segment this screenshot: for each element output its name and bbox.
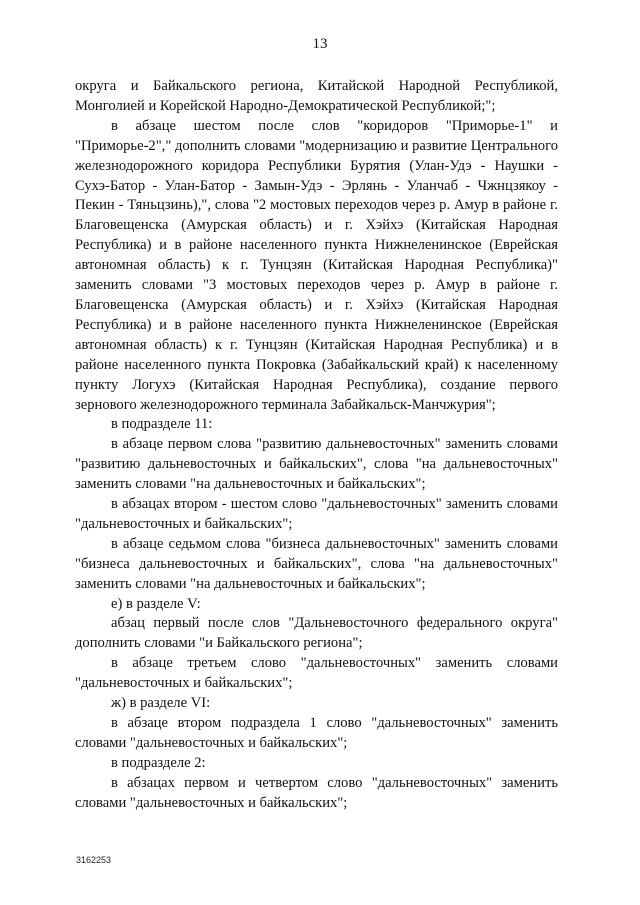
paragraph-1: в абзаце шестом после слов "коридоров "Приморье-1" и "Приморье-2"," дополнить словами "модернизацию и развитие Центрального железнодорожного коридора Республики Бурятия (Улан-Удэ - Наушки - Сухэ-Батор - Улан-Батор - Замын-Удэ - Эрлянь - Уланчаб - Чжнцзякоу - Пекин - Тяньцзинь),", слова "2 мостовых переходов через р. Амур в районе г. Благовещенска (Амурская область) и г. Хэйхэ (Китайская Народная Республика) и в районе населенного пункта Нижнеленинское (Еврейская автономная область) к г. Тунцзян (Китайская Народная Республика)" заменить словами "3 мостовых переходов через р. Амур в районе г. Благовещенска (Амурская область) и г. Хэйхэ (Китайская Народная Республика) и в районе населенного пункта Нижнеленинское (Еврейская автономная область) к г. Тунцзян (Китайская Народная Республика) и в районе населенного пункта Покровка (Забайкальский край) к населенному пункту Логухэ (Китайская Народная Республика), создание первого зернового железнодорожного терминала Забайкальск-Манчжурия";	[75, 117, 558, 413]
paragraph-11: в подразделе 2:	[111, 754, 206, 771]
page-number: 13	[312, 36, 328, 52]
paragraph-4: в абзацах втором - шестом слово "дальневосточных" заменить словами "дальневосточных и байкальских";	[75, 496, 558, 532]
paragraph-6: е) в разделе V:	[111, 595, 201, 612]
paragraph-8: в абзаце третьем слово "дальневосточных" заменить словами "дальневосточных и байкальских";	[75, 655, 558, 692]
paragraph-7: абзац первый после слов "Дальневосточного федерального округа" дополнить словами "и Байкальского региона";	[75, 615, 558, 652]
paragraph-9: ж) в разделе VI:	[111, 695, 211, 712]
paragraph-3: в абзаце первом слова "развитию дальневосточных" заменить словами "развитию дальневосточных и байкальских", слова "на дальневосточных" заменить словами "на дальневосточных и байкальских";	[75, 436, 558, 493]
paragraph-12: в абзацах первом и четвертом слово "дальневосточных" заменить словами "дальневосточных и байкальских";	[75, 774, 558, 811]
paragraph-10: в абзаце втором подраздела 1 слово "дальневосточных" заменить словами "дальневосточных и байкальских";	[75, 715, 558, 751]
paragraph-0: округа и Байкальского региона, Китайской Народной Республикой, Монголией и Корейской Народно-Демократической Республикой;";	[75, 78, 558, 114]
paragraph-5: в абзаце седьмом слова "бизнеса дальневосточных" заменить словами "бизнеса дальневосточных и байкальских", слова "на дальневосточных" заменить словами "на дальневосточных и байкальских";	[75, 535, 558, 592]
document-code: 3162253	[76, 855, 112, 865]
document-body	[75, 77, 558, 814]
paragraph-2: в подразделе 11:	[111, 416, 213, 433]
